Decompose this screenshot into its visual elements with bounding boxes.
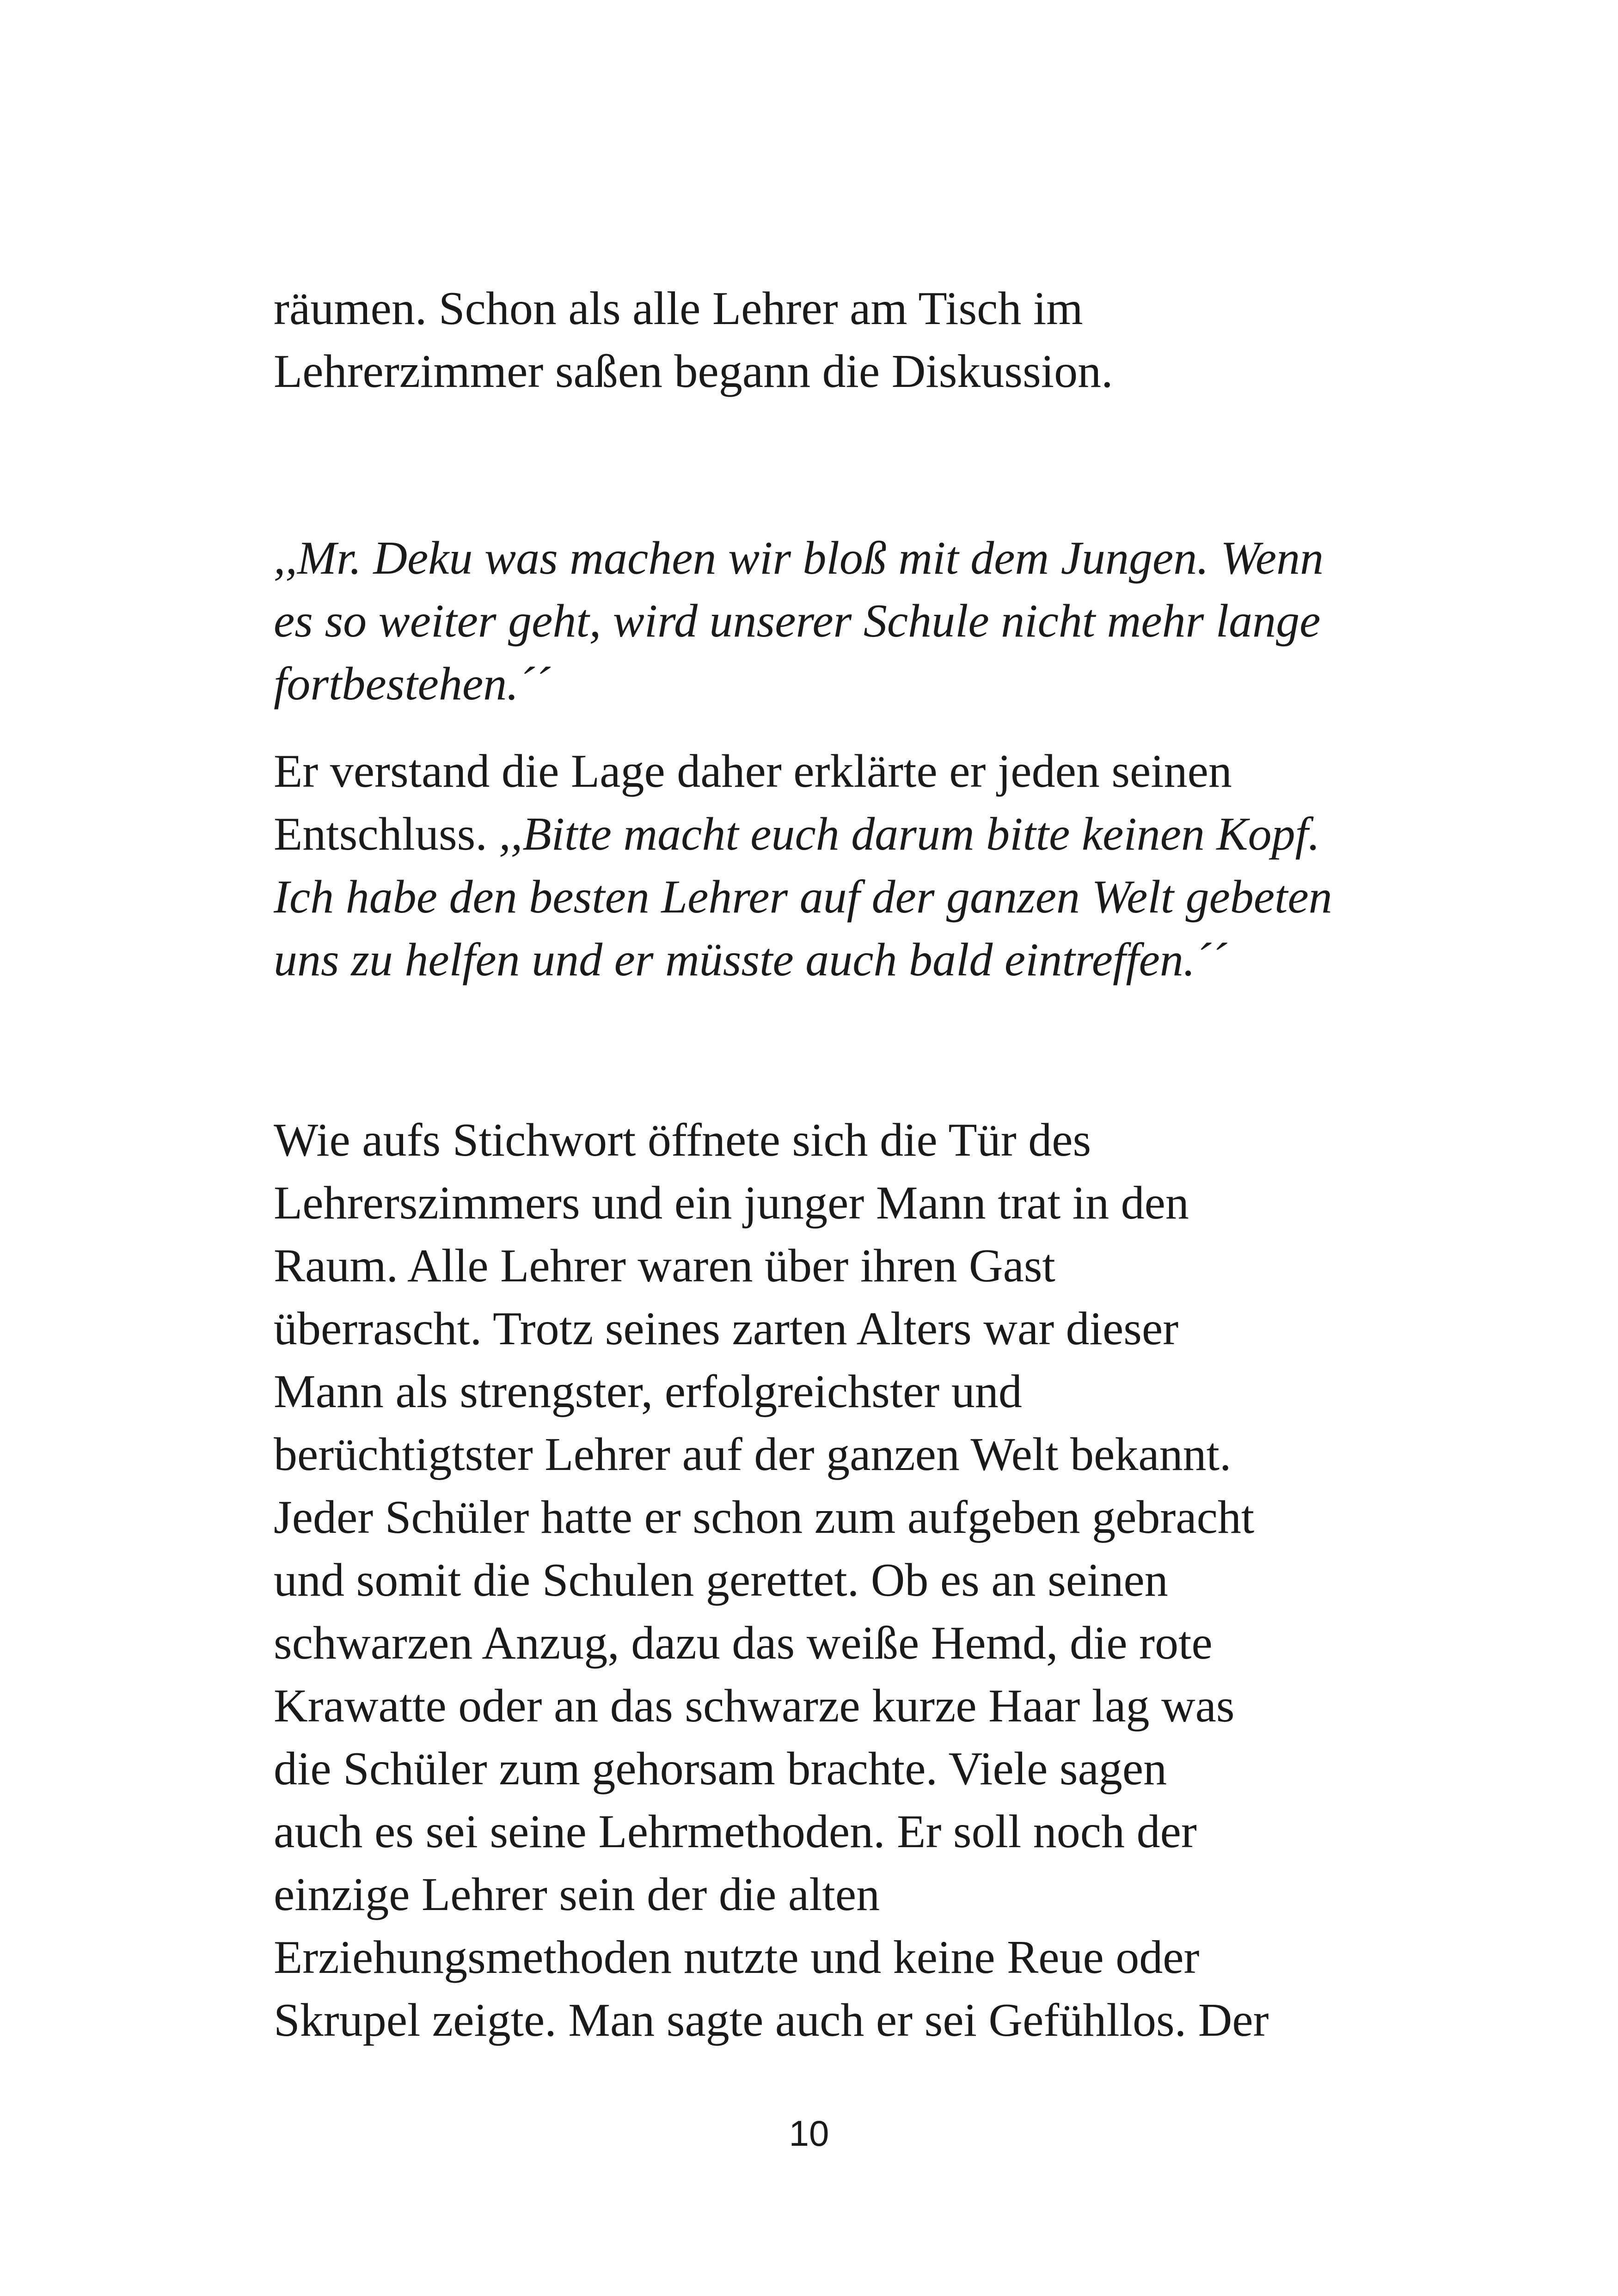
text-line: Mann als strengster, erfolgreichster und (274, 1365, 1022, 1418)
text-line: uns zu helfen und er müsste auch bald eintreffen.´´ (274, 934, 1227, 986)
paragraph-dialogue-answer (274, 740, 1429, 992)
text-line: Skrupel zeigte. Man sagte auch er sei Gefühllos. Der (274, 1994, 1269, 2046)
text-line: einzige Lehrer sein der die alten (274, 1868, 880, 1921)
text-line: und somit die Schulen gerettet. Ob es an seinen (274, 1554, 1168, 1606)
paragraph-narration (274, 1109, 1429, 2052)
text-line: Raum. Alle Lehrer waren über ihren Gast (274, 1240, 1055, 1292)
text-line: schwarzen Anzug, dazu das weiße Hemd, die rote (274, 1617, 1213, 1669)
text-line: Er verstand die Lage daher erklärte er jeden seinen (274, 745, 1232, 797)
text-line: die Schüler zum gehorsam brachte. Viele sagen (274, 1743, 1167, 1795)
paragraph-dialogue-question (274, 527, 1429, 716)
text-line: Erziehungsmethoden nutzte und keine Reue oder (274, 1931, 1200, 1984)
plain-text-segment: Entschluss. (274, 808, 499, 860)
text-line: ,,Mr. Deku was machen wir bloß mit dem Jungen. Wenn (274, 532, 1324, 584)
text-line: Jeder Schüler hatte er schon zum aufgeben gebracht (274, 1491, 1255, 1543)
text-line: es so weiter geht, wird unserer Schule nicht mehr lange (274, 595, 1321, 647)
text-line: überrascht. Trotz seines zarten Alters war dieser (274, 1303, 1179, 1355)
italic-text-segment: ,,Bitte macht euch darum bitte keinen Kopf. (499, 808, 1320, 860)
text-line: fortbestehen.´´ (274, 658, 550, 710)
text-line: Krawatte oder an das schwarze kurze Haar lag was (274, 1680, 1235, 1732)
text-line: Lehrerszimmers und ein junger Mann trat in den (274, 1177, 1189, 1229)
paragraph-intro (274, 277, 1429, 403)
text-line: Lehrerzimmer saßen begann die Diskussion. (274, 345, 1113, 398)
text-line: Ich habe den besten Lehrer auf der ganzen Welt gebeten (274, 871, 1332, 923)
page-number: 10 (789, 2113, 829, 2154)
text-line: auch es sei seine Lehrmethoden. Er soll noch der (274, 1806, 1197, 1858)
text-line-mixed (274, 803, 1429, 866)
text-line: berüchtigtster Lehrer auf der ganzen Welt bekannt. (274, 1428, 1232, 1481)
text-line: Wie aufs Stichwort öffnete sich die Tür des (274, 1114, 1091, 1166)
text-line: räumen. Schon als alle Lehrer am Tisch im (274, 282, 1083, 335)
